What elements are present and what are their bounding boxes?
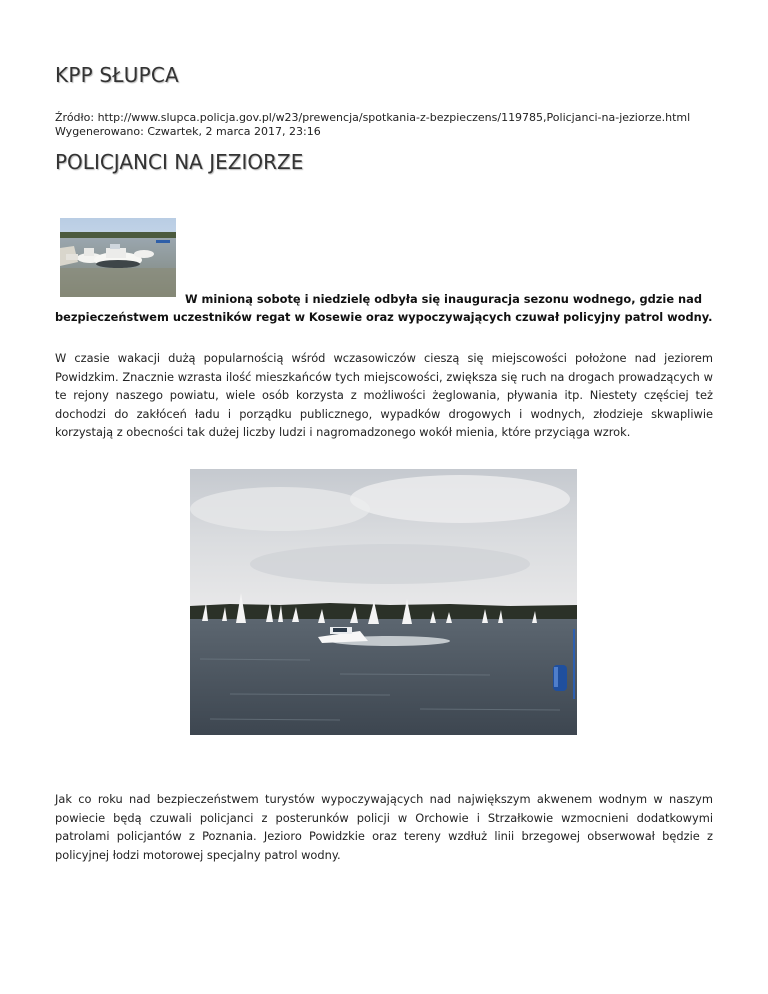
paragraph-1: W czasie wakacji dużą popularnością wśród wczasowiczów cieszą się miejscowości położone nad jeziorem Powidzkim. Znacznie wzrasta ilość mieszkańców tych miejscowości, zwiększa się ruch na drogach prowadzących w te rejony naszego powiatu, wiele osób korzysta z możliwości żeglowania, pływania itp. Niestety częściej też dochodzi do zakłóceń ładu i porządku publicznego, wypadków drogowych i wodnych, złodzieje skwapliwie korzystają z obecności tak dużej liczby ludzi i nagromadzonego wokół mienia, które przyciąga wzrok.: [55, 351, 713, 439]
lead-rest: bezpieczeństwem uczestników regat w Kosewie oraz wypoczywających czuwał policyjny patrol wodny.: [55, 310, 713, 324]
generated-line: Wygenerowano: Czwartek, 2 marca 2017, 23:16: [55, 125, 321, 138]
source-line: Źródło: http://www.slupca.policja.gov.pl/w23/prewencja/spotkania-z-bezpieczens/119785,Policjanci-na-jeziorze.html: [55, 111, 691, 124]
article-lead: [55, 290, 713, 326]
article-title: POLICJANCI NA JEZIORZE: [55, 150, 304, 174]
paragraph-2: Jak co roku nad bezpieczeństwem turystów wypoczywających nad największym akwenem wodnym w naszym powiecie będą czuwali policjanci z posterunków policji w Orchowie i Strzałkowie wzmocnieni dodatkowymi patrolami policjantów z Poznania. Jezioro Powidzkie oraz tereny wzdłuż linii brzegowej obserwował będzie z policyjnej łodzi motorowej specjalny patrol wodny.: [55, 792, 713, 862]
thumbnail-image-boats-pier: [60, 218, 176, 297]
site-title: KPP SŁUPCA: [55, 63, 179, 87]
photo-regatta-police-boat: [190, 469, 577, 735]
document-meta: [55, 111, 690, 139]
lead-line-1: W minioną sobotę i niedzielę odbyła się inauguracja sezonu wodnego, gdzie nad: [185, 292, 702, 306]
